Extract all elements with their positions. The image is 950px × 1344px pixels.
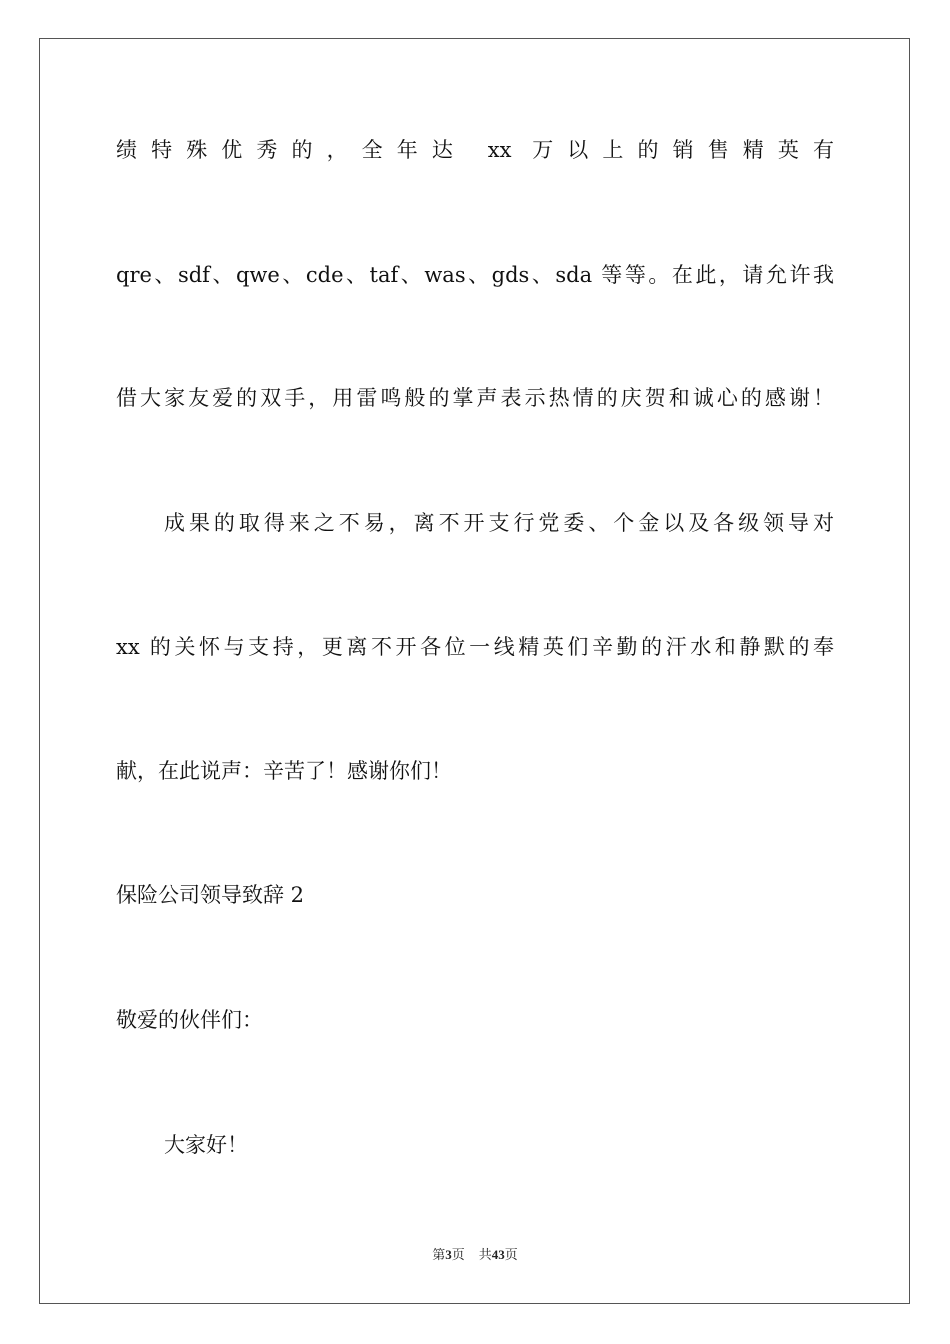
section-heading: 保险公司领导致辞 2 (116, 883, 305, 907)
body-line-6: 献，在此说声：辛苦了！感谢你们！ (116, 759, 452, 783)
total-prefix: 共 (478, 1247, 492, 1262)
salutation: 敬爱的伙伴们： (116, 1008, 263, 1032)
body-line-4: 成果的取得来之不易，离不开支行党委、个金以及各级领导对 (164, 511, 834, 535)
total-suffix: 页 (504, 1247, 518, 1262)
page-suffix: 页 (451, 1247, 465, 1262)
page-current: 3 (445, 1247, 452, 1262)
body-line-5: xx 的关怀与支持，更离不开各位一线精英们辛勤的汗水和静默的奉 (116, 635, 834, 659)
body-line-3: 借大家友爱的双手，用雷鸣般的掌声表示热情的庆贺和诚心的感谢！ (116, 386, 834, 410)
page-border (39, 38, 910, 1304)
body-line-1: 绩特殊优秀的，全年达 xx 万以上的销售精英有 (116, 138, 834, 162)
page-footer (0, 1246, 950, 1264)
page-prefix: 第 (432, 1247, 446, 1262)
greeting: 大家好！ (164, 1133, 248, 1157)
body-line-2: qre、sdf、qwe、cde、taf、was、gds、sda 等等。在此，请允许我 (116, 263, 834, 287)
page-total: 43 (491, 1247, 505, 1262)
